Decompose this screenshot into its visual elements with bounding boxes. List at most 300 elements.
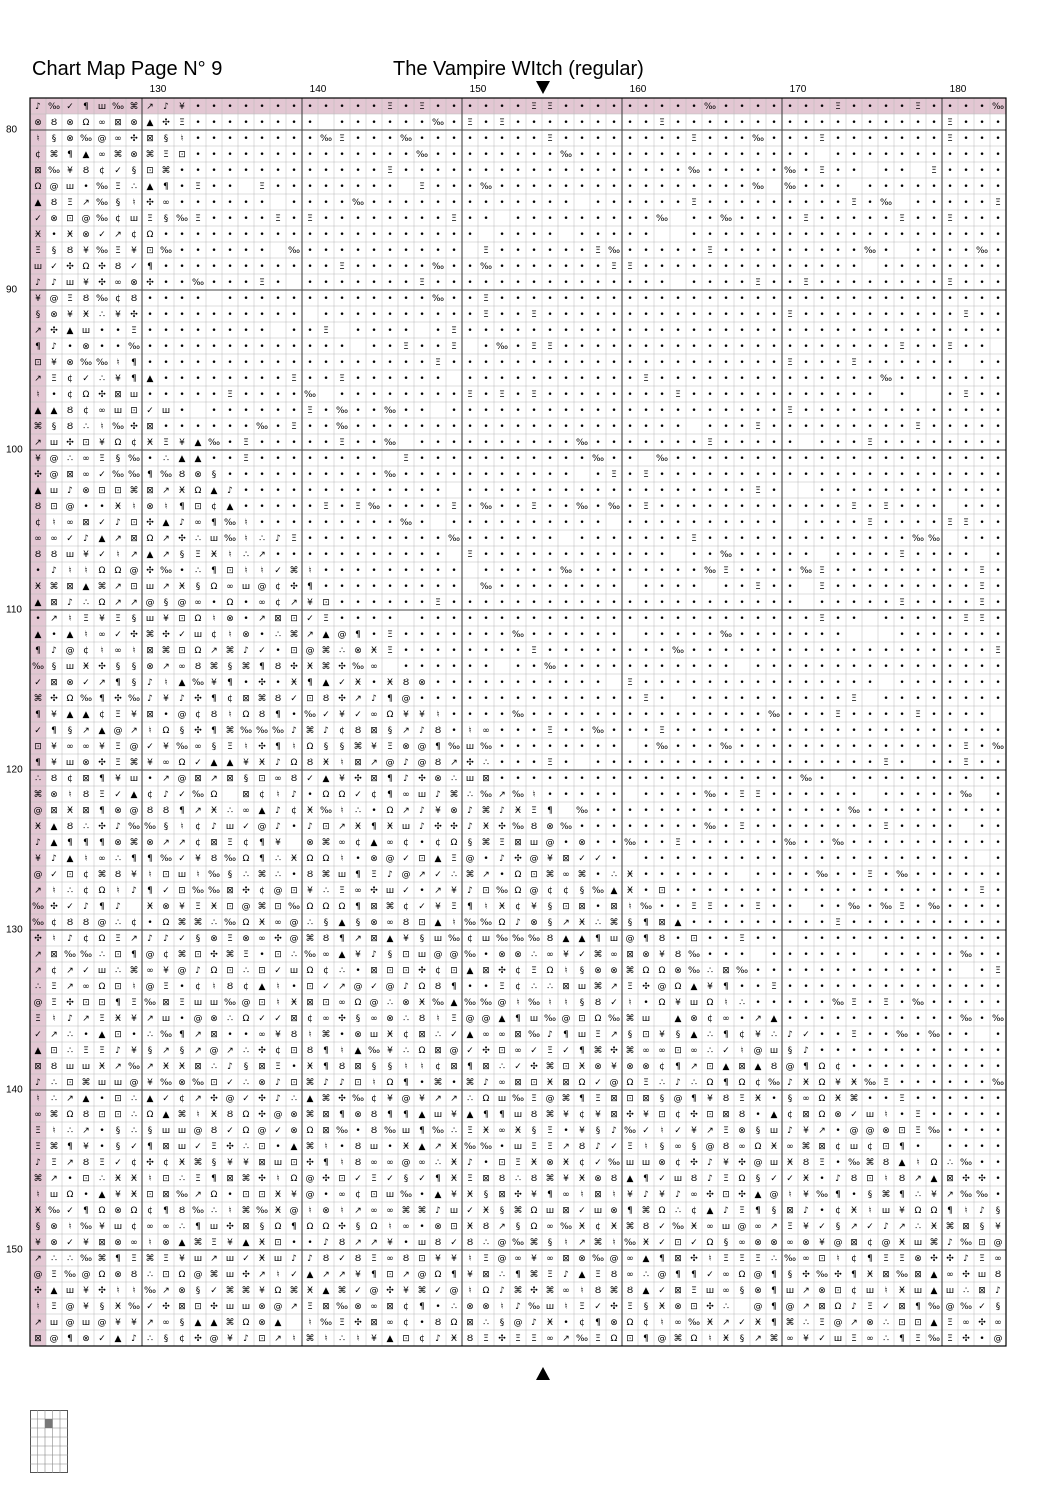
stitch-symbol: • bbox=[915, 774, 921, 785]
stitch-symbol: • bbox=[931, 326, 937, 337]
stitch-symbol: ∞ bbox=[402, 1222, 410, 1233]
stitch-symbol: Ξ bbox=[723, 1126, 729, 1137]
stitch-symbol: • bbox=[851, 726, 857, 737]
stitch-symbol: @ bbox=[417, 742, 427, 753]
stitch-symbol: • bbox=[563, 262, 569, 273]
stitch-symbol: • bbox=[739, 374, 745, 385]
stitch-symbol: • bbox=[691, 214, 697, 225]
stitch-symbol: § bbox=[179, 1046, 185, 1057]
stitch-symbol: • bbox=[611, 374, 617, 385]
stitch-symbol: ш bbox=[65, 1062, 75, 1073]
stitch-symbol: • bbox=[771, 230, 777, 241]
stitch-symbol: • bbox=[851, 470, 857, 481]
stitch-symbol: • bbox=[259, 390, 265, 401]
stitch-symbol: • bbox=[243, 214, 249, 225]
stitch-symbol: • bbox=[515, 502, 521, 513]
stitch-symbol: ⊗ bbox=[626, 1062, 634, 1073]
stitch-symbol: • bbox=[547, 198, 553, 209]
stitch-symbol: ⊠ bbox=[50, 806, 58, 817]
stitch-symbol: • bbox=[499, 694, 505, 705]
stitch-symbol: ♪ bbox=[467, 806, 473, 817]
stitch-symbol: ∴ bbox=[915, 1190, 921, 1201]
stitch-symbol: Ξ bbox=[851, 1334, 857, 1345]
stitch-symbol: • bbox=[867, 902, 873, 913]
stitch-symbol: ⊡ bbox=[834, 1286, 842, 1297]
stitch-symbol: ⌘ bbox=[241, 1286, 251, 1297]
stitch-symbol: • bbox=[515, 102, 521, 113]
stitch-symbol: • bbox=[531, 470, 537, 481]
stitch-symbol: • bbox=[867, 102, 873, 113]
stitch-symbol: • bbox=[595, 438, 601, 449]
stitch-symbol: ‰ bbox=[63, 950, 77, 961]
stitch-symbol: • bbox=[931, 518, 937, 529]
stitch-symbol: • bbox=[835, 502, 841, 513]
stitch-symbol: • bbox=[195, 294, 201, 305]
stitch-symbol: • bbox=[243, 374, 249, 385]
stitch-symbol: • bbox=[739, 902, 745, 913]
stitch-symbol: • bbox=[963, 678, 969, 689]
stitch-symbol: ¥ bbox=[531, 1190, 537, 1201]
stitch-symbol: • bbox=[819, 790, 825, 801]
stitch-symbol: • bbox=[835, 662, 841, 673]
stitch-symbol: • bbox=[819, 1030, 825, 1041]
stitch-symbol: • bbox=[307, 534, 313, 545]
stitch-symbol: • bbox=[963, 134, 969, 145]
stitch-symbol: ∴ bbox=[883, 1334, 889, 1345]
stitch-symbol: • bbox=[211, 390, 217, 401]
stitch-symbol: ⌘ bbox=[769, 1334, 779, 1345]
stitch-symbol: ‰ bbox=[511, 934, 525, 945]
stitch-symbol: • bbox=[179, 1014, 185, 1025]
stitch-symbol: @ bbox=[737, 1222, 747, 1233]
stitch-symbol: Ξ bbox=[131, 326, 137, 337]
stitch-symbol: ¶ bbox=[163, 1206, 169, 1217]
stitch-symbol: • bbox=[803, 454, 809, 465]
stitch-symbol: ∞ bbox=[610, 950, 618, 961]
stitch-symbol: ‰ bbox=[991, 102, 1005, 113]
stitch-symbol: • bbox=[931, 198, 937, 209]
stitch-symbol: • bbox=[291, 358, 297, 369]
stitch-symbol: ♪ bbox=[51, 646, 57, 657]
stitch-symbol: • bbox=[771, 326, 777, 337]
stitch-symbol: ⊡ bbox=[658, 886, 666, 897]
stitch-symbol: • bbox=[739, 294, 745, 305]
stitch-symbol: ✣ bbox=[146, 198, 154, 209]
stitch-symbol: ‰ bbox=[527, 1030, 541, 1041]
stitch-symbol: ♮ bbox=[52, 934, 56, 945]
stitch-symbol: ⊡ bbox=[50, 502, 58, 513]
stitch-symbol: • bbox=[435, 694, 441, 705]
stitch-symbol: • bbox=[659, 262, 665, 273]
stitch-symbol: ⌘ bbox=[225, 950, 235, 961]
stitch-symbol: § bbox=[115, 1126, 121, 1137]
stitch-symbol: • bbox=[499, 294, 505, 305]
stitch-symbol: • bbox=[787, 870, 793, 881]
stitch-symbol: ‰ bbox=[975, 1190, 989, 1201]
stitch-symbol: ¥ bbox=[179, 102, 185, 113]
stitch-symbol: • bbox=[963, 998, 969, 1009]
stitch-symbol: • bbox=[851, 854, 857, 865]
stitch-symbol: ¢ bbox=[851, 1286, 857, 1297]
stitch-symbol: ✓ bbox=[386, 1174, 394, 1185]
stitch-symbol: ¶ bbox=[259, 854, 265, 865]
stitch-symbol: • bbox=[659, 806, 665, 817]
stitch-symbol: • bbox=[979, 502, 985, 513]
stitch-symbol: ⊡ bbox=[722, 1190, 730, 1201]
stitch-symbol: • bbox=[691, 742, 697, 753]
stitch-symbol: • bbox=[371, 102, 377, 113]
stitch-symbol: ▲ bbox=[210, 486, 218, 497]
stitch-symbol: ♪ bbox=[307, 1254, 313, 1265]
stitch-symbol: ¥ bbox=[291, 1190, 297, 1201]
stitch-symbol: • bbox=[803, 166, 809, 177]
stitch-symbol: Ξ bbox=[243, 454, 249, 465]
stitch-symbol: ¶ bbox=[387, 790, 393, 801]
stitch-symbol: • bbox=[691, 582, 697, 593]
stitch-symbol: • bbox=[435, 502, 441, 513]
stitch-symbol: ♮ bbox=[100, 422, 104, 433]
stitch-symbol: • bbox=[739, 1014, 745, 1025]
stitch-symbol: Ξ bbox=[755, 790, 761, 801]
stitch-symbol: • bbox=[339, 182, 345, 193]
stitch-symbol: • bbox=[403, 278, 409, 289]
stitch-symbol: ✓ bbox=[34, 678, 42, 689]
stitch-symbol: • bbox=[963, 1110, 969, 1121]
stitch-symbol: ¶ bbox=[643, 1334, 649, 1345]
stitch-symbol: • bbox=[851, 774, 857, 785]
stitch-symbol: @ bbox=[865, 1126, 875, 1137]
stitch-symbol: • bbox=[947, 262, 953, 273]
stitch-symbol: • bbox=[947, 710, 953, 721]
stitch-symbol: • bbox=[979, 534, 985, 545]
stitch-symbol: ∞ bbox=[402, 790, 410, 801]
stitch-symbol: ¢ bbox=[83, 934, 89, 945]
stitch-symbol: • bbox=[707, 262, 713, 273]
stitch-symbol: • bbox=[547, 182, 553, 193]
stitch-symbol: • bbox=[467, 502, 473, 513]
stitch-symbol: ‰ bbox=[255, 1206, 269, 1217]
stitch-symbol: • bbox=[339, 534, 345, 545]
stitch-symbol: @ bbox=[529, 854, 539, 865]
stitch-symbol: • bbox=[867, 1062, 873, 1073]
stitch-symbol: • bbox=[691, 374, 697, 385]
stitch-symbol: ⊗ bbox=[546, 822, 554, 833]
stitch-symbol: • bbox=[547, 358, 553, 369]
stitch-symbol: ✓ bbox=[418, 1174, 426, 1185]
stitch-symbol: • bbox=[819, 198, 825, 209]
stitch-symbol: ⊠ bbox=[818, 1302, 826, 1313]
stitch-symbol: ▲ bbox=[706, 1206, 714, 1217]
stitch-symbol: ¥ bbox=[547, 854, 553, 865]
stitch-symbol: • bbox=[355, 518, 361, 529]
stitch-symbol: • bbox=[739, 102, 745, 113]
stitch-symbol: Ξ bbox=[819, 566, 825, 577]
stitch-symbol: @ bbox=[129, 1078, 139, 1089]
stitch-symbol: ✓ bbox=[130, 262, 138, 273]
stitch-symbol: • bbox=[499, 278, 505, 289]
stitch-symbol: • bbox=[675, 774, 681, 785]
stitch-symbol: Ω bbox=[290, 1174, 298, 1185]
stitch-symbol: • bbox=[819, 726, 825, 737]
stitch-symbol: • bbox=[563, 790, 569, 801]
stitch-symbol: • bbox=[963, 774, 969, 785]
stitch-symbol: • bbox=[963, 550, 969, 561]
stitch-symbol: ⊠ bbox=[562, 1078, 570, 1089]
stitch-symbol: Ξ bbox=[51, 1158, 57, 1169]
stitch-symbol: @ bbox=[273, 1302, 283, 1313]
stitch-symbol: • bbox=[995, 774, 1001, 785]
stitch-symbol: ✣ bbox=[354, 774, 362, 785]
stitch-symbol: ¢ bbox=[851, 1254, 857, 1265]
stitch-symbol: ✣ bbox=[610, 1302, 618, 1313]
stitch-symbol: ∴ bbox=[515, 1174, 521, 1185]
stitch-symbol: @ bbox=[833, 1238, 843, 1249]
stitch-symbol: Ξ bbox=[227, 742, 233, 753]
stitch-symbol: ↗ bbox=[338, 822, 346, 833]
stitch-symbol: • bbox=[595, 358, 601, 369]
stitch-symbol: • bbox=[547, 566, 553, 577]
stitch-symbol: ‰ bbox=[383, 1126, 397, 1137]
stitch-symbol: Ω bbox=[418, 1046, 426, 1057]
stitch-symbol: Ξ bbox=[307, 406, 313, 417]
stitch-symbol: § bbox=[51, 134, 57, 145]
stitch-symbol: ✣ bbox=[98, 1286, 106, 1297]
stitch-symbol: • bbox=[739, 502, 745, 513]
stitch-symbol: • bbox=[851, 454, 857, 465]
stitch-symbol: ¶ bbox=[387, 694, 393, 705]
stitch-symbol: ♮ bbox=[564, 1238, 568, 1249]
stitch-symbol: ♪ bbox=[643, 1190, 649, 1201]
stitch-symbol: @ bbox=[417, 1270, 427, 1281]
stitch-symbol: • bbox=[979, 1142, 985, 1153]
stitch-symbol: • bbox=[451, 406, 457, 417]
stitch-symbol: ш bbox=[529, 838, 539, 849]
stitch-symbol: • bbox=[819, 838, 825, 849]
stitch-symbol: • bbox=[947, 1062, 953, 1073]
stitch-symbol: Ȣ bbox=[82, 294, 90, 305]
stitch-symbol: ш bbox=[401, 1126, 411, 1137]
stitch-symbol: • bbox=[707, 678, 713, 689]
stitch-symbol: ↗ bbox=[354, 934, 362, 945]
stitch-symbol: ⊗ bbox=[386, 1014, 394, 1025]
stitch-symbol: ⊡ bbox=[114, 982, 122, 993]
stitch-symbol: ✓ bbox=[978, 1302, 986, 1313]
stitch-symbol: • bbox=[403, 598, 409, 609]
stitch-symbol: § bbox=[163, 1334, 169, 1345]
stitch-symbol: • bbox=[771, 614, 777, 625]
stitch-symbol: ш bbox=[145, 582, 155, 593]
stitch-symbol: • bbox=[739, 614, 745, 625]
stitch-symbol: • bbox=[835, 230, 841, 241]
stitch-symbol: • bbox=[579, 422, 585, 433]
stitch-symbol: • bbox=[339, 470, 345, 481]
stitch-symbol: • bbox=[755, 326, 761, 337]
stitch-symbol: • bbox=[867, 726, 873, 737]
stitch-symbol: • bbox=[323, 310, 329, 321]
stitch-symbol: ∴ bbox=[131, 1094, 137, 1105]
stitch-symbol: • bbox=[275, 1142, 281, 1153]
stitch-symbol: ♮ bbox=[452, 918, 456, 929]
stitch-symbol: ♮ bbox=[788, 1190, 792, 1201]
stitch-symbol: • bbox=[835, 694, 841, 705]
stitch-symbol: ‰ bbox=[895, 1030, 909, 1041]
stitch-symbol: ♪ bbox=[883, 1222, 889, 1233]
stitch-symbol: ⊡ bbox=[658, 1110, 666, 1121]
stitch-symbol: • bbox=[419, 486, 425, 497]
stitch-symbol: • bbox=[435, 470, 441, 481]
stitch-symbol: • bbox=[915, 214, 921, 225]
stitch-symbol: • bbox=[627, 246, 633, 257]
stitch-symbol: • bbox=[771, 550, 777, 561]
stitch-symbol: ¥ bbox=[435, 902, 441, 913]
stitch-symbol: Ω bbox=[450, 1318, 458, 1329]
stitch-symbol: • bbox=[931, 758, 937, 769]
stitch-symbol: ↗ bbox=[498, 790, 506, 801]
stitch-symbol: • bbox=[899, 726, 905, 737]
stitch-symbol: ⊠ bbox=[354, 1062, 362, 1073]
stitch-symbol: • bbox=[835, 678, 841, 689]
stitch-symbol: • bbox=[547, 374, 553, 385]
stitch-symbol: § bbox=[195, 934, 201, 945]
stitch-symbol: ↗ bbox=[162, 534, 170, 545]
stitch-symbol: ∞ bbox=[962, 1318, 970, 1329]
stitch-symbol: Ω bbox=[546, 966, 554, 977]
stitch-symbol: ¢ bbox=[115, 294, 121, 305]
stitch-symbol: ш bbox=[865, 1110, 875, 1121]
stitch-symbol: ¶ bbox=[691, 1094, 697, 1105]
stitch-symbol: @ bbox=[289, 1206, 299, 1217]
stitch-symbol: • bbox=[691, 646, 697, 657]
stitch-symbol: ✣ bbox=[642, 982, 650, 993]
stitch-symbol: ♮ bbox=[884, 1110, 888, 1121]
stitch-symbol: § bbox=[211, 470, 217, 481]
stitch-symbol: ¶ bbox=[627, 1206, 633, 1217]
stitch-symbol: • bbox=[835, 966, 841, 977]
stitch-symbol: ⊠ bbox=[978, 1286, 986, 1297]
stitch-symbol: • bbox=[835, 374, 841, 385]
stitch-symbol: • bbox=[931, 886, 937, 897]
stitch-symbol: • bbox=[387, 134, 393, 145]
stitch-symbol: • bbox=[883, 166, 889, 177]
stitch-symbol: • bbox=[835, 822, 841, 833]
stitch-symbol: ✓ bbox=[354, 1174, 362, 1185]
stitch-symbol: • bbox=[659, 134, 665, 145]
stitch-symbol: ¶ bbox=[131, 950, 137, 961]
stitch-symbol: • bbox=[435, 1302, 441, 1313]
stitch-symbol: ‰ bbox=[927, 1030, 941, 1041]
stitch-symbol: • bbox=[787, 886, 793, 897]
stitch-symbol: • bbox=[659, 198, 665, 209]
stitch-symbol: ¶ bbox=[99, 694, 105, 705]
stitch-symbol: • bbox=[771, 758, 777, 769]
stitch-symbol: • bbox=[771, 774, 777, 785]
stitch-symbol: ¥ bbox=[707, 1094, 713, 1105]
stitch-symbol: • bbox=[371, 470, 377, 481]
stitch-symbol: • bbox=[371, 326, 377, 337]
stitch-symbol: • bbox=[915, 486, 921, 497]
stitch-symbol: ✣ bbox=[34, 934, 42, 945]
stitch-symbol: § bbox=[659, 1094, 665, 1105]
stitch-symbol: • bbox=[675, 486, 681, 497]
stitch-symbol: Ω bbox=[930, 1206, 938, 1217]
stitch-symbol: • bbox=[291, 470, 297, 481]
stitch-symbol: • bbox=[355, 278, 361, 289]
stitch-symbol: ↗ bbox=[914, 1174, 922, 1185]
stitch-symbol: ‰ bbox=[463, 950, 477, 961]
stitch-symbol: • bbox=[963, 1094, 969, 1105]
stitch-symbol: ⊠ bbox=[34, 1062, 42, 1073]
stitch-symbol: • bbox=[771, 118, 777, 129]
stitch-symbol: • bbox=[803, 838, 809, 849]
stitch-symbol: • bbox=[851, 390, 857, 401]
stitch-symbol: ∞ bbox=[386, 838, 394, 849]
stitch-symbol: ‰ bbox=[527, 934, 541, 945]
stitch-symbol: ⊗ bbox=[82, 342, 90, 353]
stitch-symbol: • bbox=[931, 438, 937, 449]
stitch-symbol: Ȣ bbox=[802, 1158, 810, 1169]
stitch-symbol: • bbox=[867, 934, 873, 945]
stitch-symbol: ⊠ bbox=[34, 1334, 42, 1345]
stitch-symbol: • bbox=[675, 678, 681, 689]
stitch-symbol: ✓ bbox=[98, 470, 106, 481]
stitch-symbol: Ξ bbox=[291, 374, 297, 385]
stitch-symbol: ∴ bbox=[99, 310, 105, 321]
stitch-symbol: • bbox=[483, 982, 489, 993]
stitch-symbol: • bbox=[483, 118, 489, 129]
stitch-symbol: ⌘ bbox=[177, 918, 187, 929]
stitch-symbol: • bbox=[275, 182, 281, 193]
stitch-symbol: ‰ bbox=[479, 502, 493, 513]
stitch-symbol: ⌘ bbox=[225, 1286, 235, 1297]
stitch-symbol: ↗ bbox=[354, 694, 362, 705]
stitch-symbol: • bbox=[467, 470, 473, 481]
stitch-symbol: ▲ bbox=[114, 1334, 122, 1345]
stitch-symbol: ↗ bbox=[226, 1046, 234, 1057]
stitch-symbol: • bbox=[739, 438, 745, 449]
stitch-symbol: • bbox=[371, 406, 377, 417]
stitch-symbol: ⊡ bbox=[690, 1302, 698, 1313]
stitch-symbol: ♮ bbox=[628, 902, 632, 913]
stitch-symbol: • bbox=[867, 854, 873, 865]
stitch-symbol: • bbox=[979, 310, 985, 321]
stitch-symbol: ‰ bbox=[335, 1302, 349, 1313]
stitch-symbol: • bbox=[819, 758, 825, 769]
stitch-symbol: • bbox=[787, 470, 793, 481]
stitch-symbol: ⌘ bbox=[257, 902, 267, 913]
stitch-symbol: Ξ bbox=[483, 1334, 489, 1345]
stitch-symbol: ⊗ bbox=[322, 1206, 330, 1217]
stitch-symbol: @ bbox=[33, 1270, 43, 1281]
stitch-symbol: • bbox=[259, 358, 265, 369]
stitch-symbol: ♮ bbox=[708, 1254, 712, 1265]
stitch-symbol: • bbox=[307, 246, 313, 257]
stitch-symbol: Ȣ bbox=[530, 1110, 538, 1121]
stitch-symbol: ⌘ bbox=[385, 902, 395, 913]
stitch-symbol: ∴ bbox=[643, 1270, 649, 1281]
stitch-symbol: ¥ bbox=[579, 1126, 585, 1137]
stitch-symbol: • bbox=[787, 982, 793, 993]
stitch-symbol: ‰ bbox=[559, 150, 573, 161]
stitch-symbol: • bbox=[787, 246, 793, 257]
stitch-symbol: • bbox=[851, 758, 857, 769]
stitch-symbol: ‰ bbox=[511, 710, 525, 721]
stitch-symbol: ⊠ bbox=[194, 1062, 202, 1073]
stitch-symbol: • bbox=[451, 518, 457, 529]
stitch-symbol: Ȣ bbox=[882, 1158, 890, 1169]
stitch-symbol: • bbox=[563, 198, 569, 209]
stitch-symbol: • bbox=[403, 150, 409, 161]
stitch-symbol: ∴ bbox=[67, 1126, 73, 1137]
